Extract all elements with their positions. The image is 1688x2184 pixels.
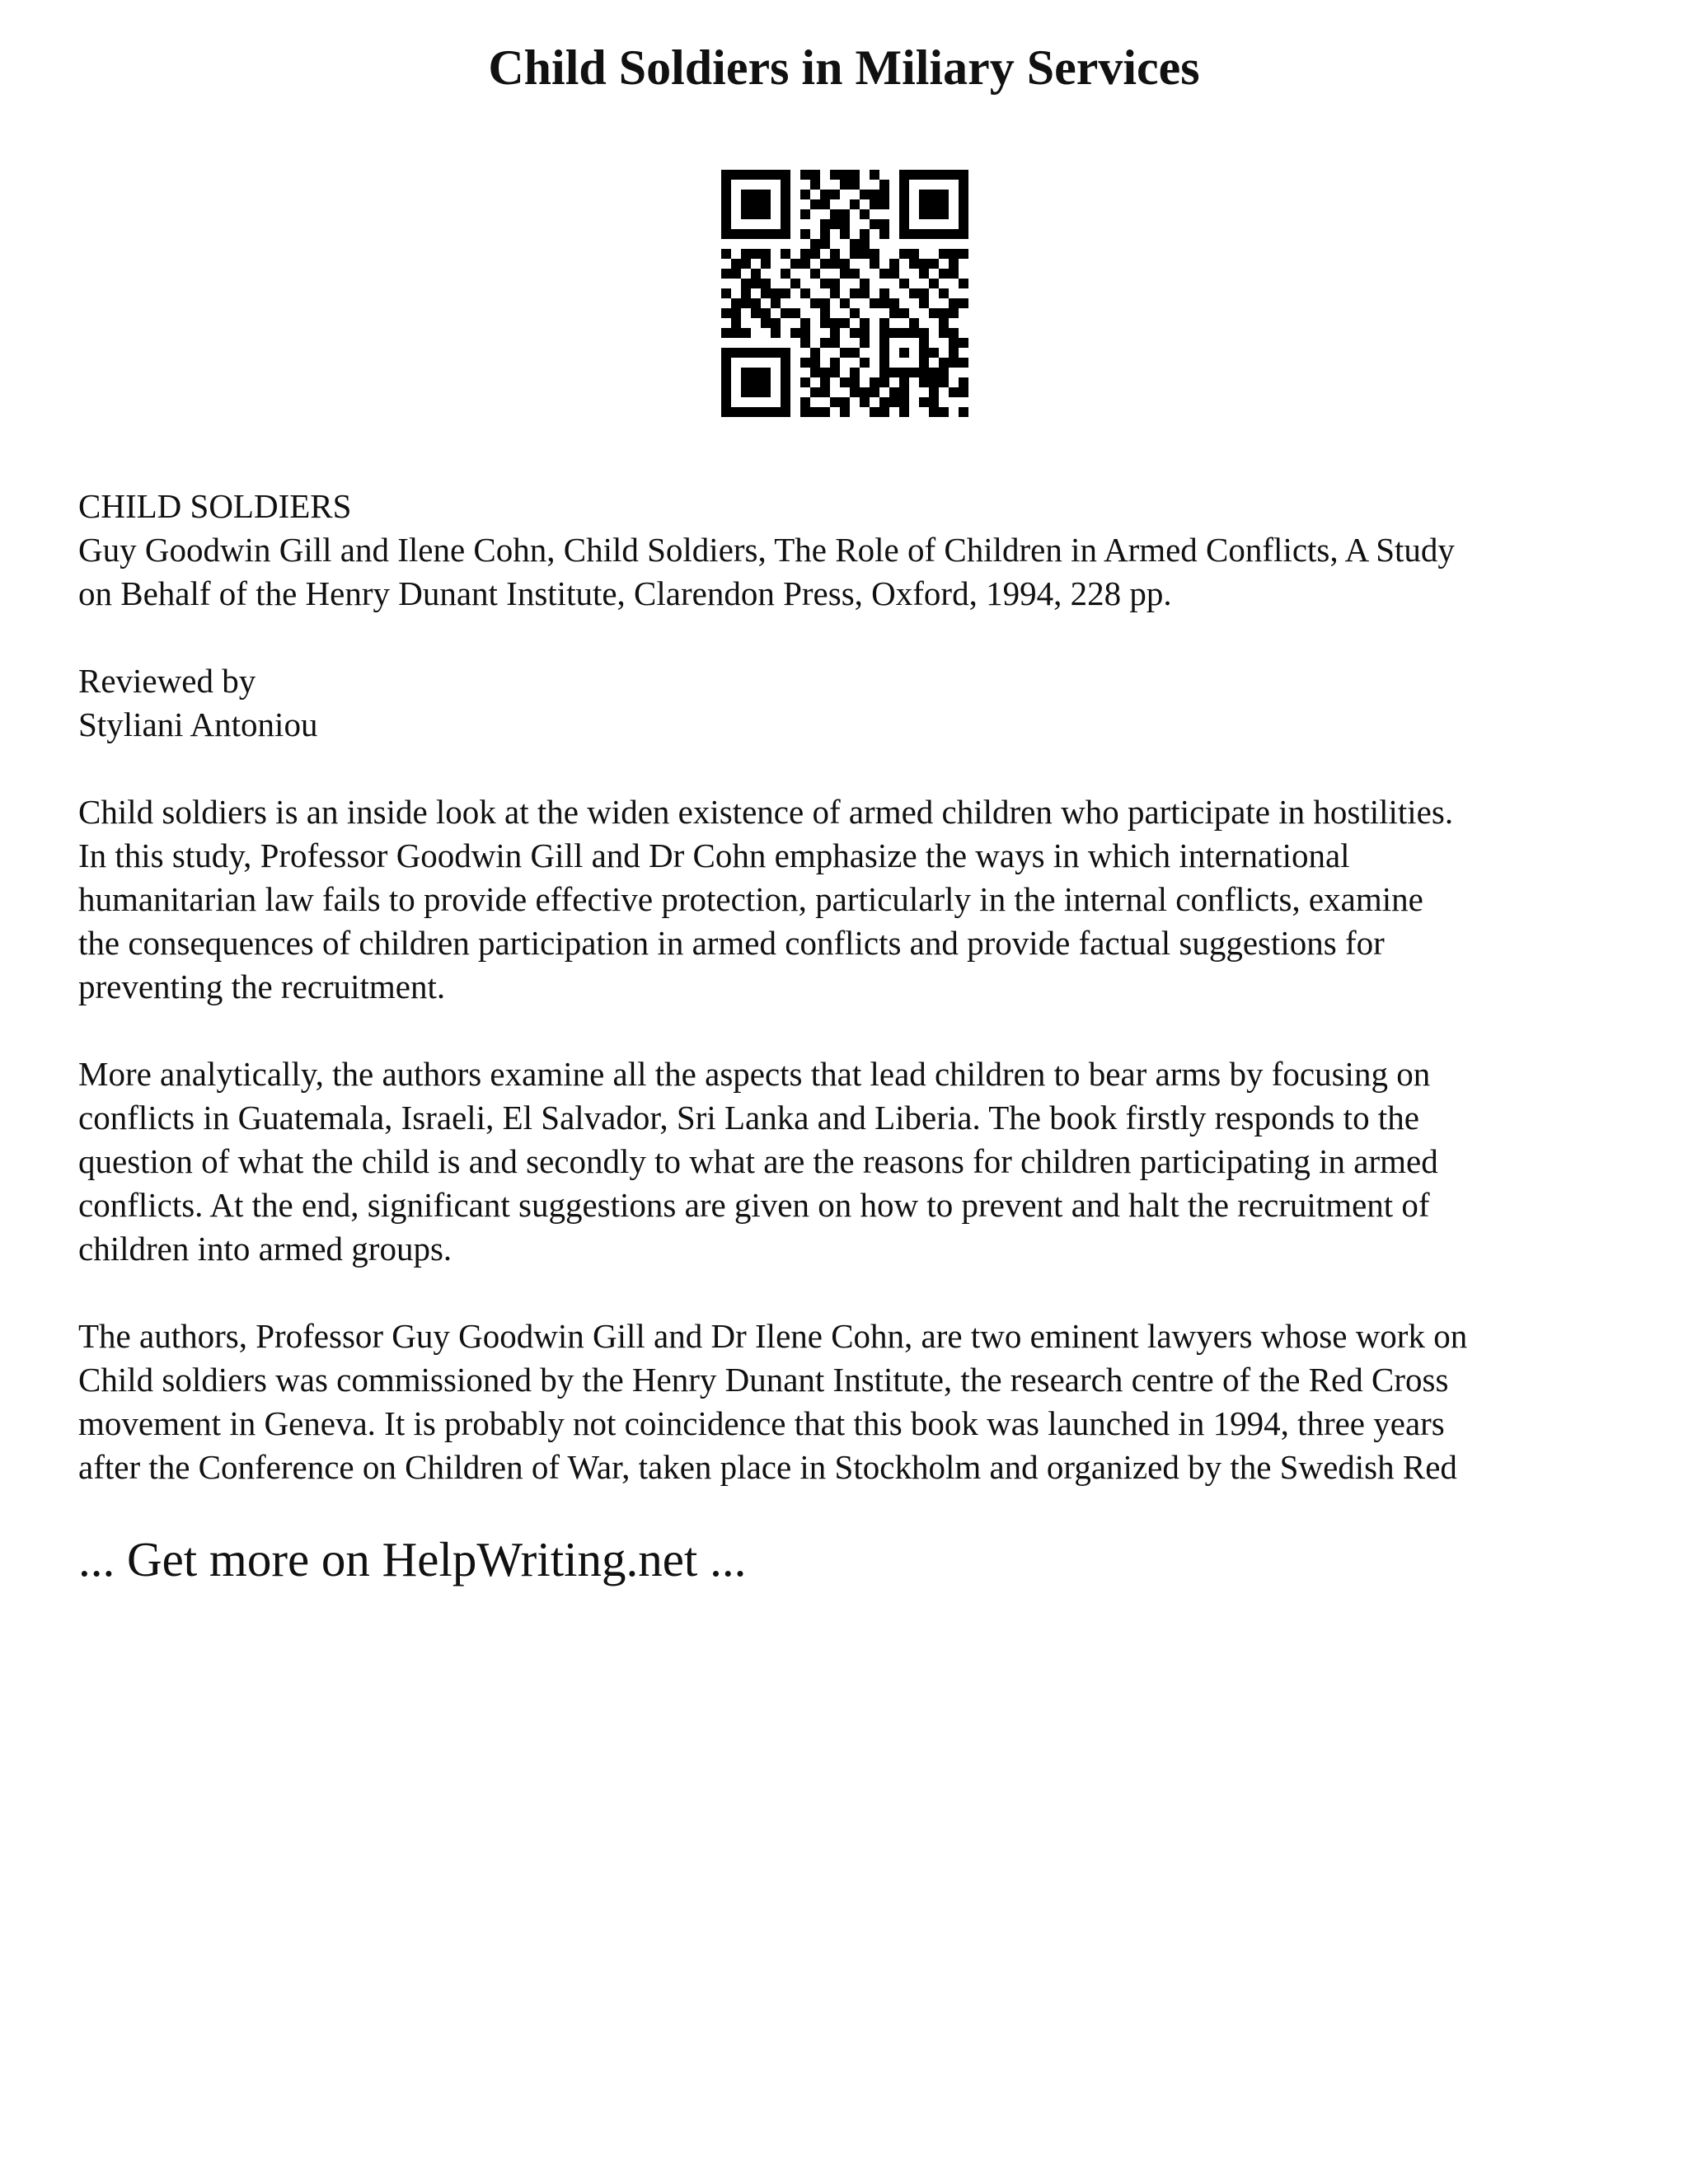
citation-line: on Behalf of the Henry Dunant Institute, Clarendon Press, Oxford, 1994, 228 pp. <box>78 574 1172 612</box>
paragraph-line: In this study, Professor Goodwin Gill and Dr Cohn emphasize the ways in which international <box>78 837 1350 874</box>
reviewer-name: Styliani Antoniou <box>78 705 318 743</box>
paragraph-line: children into armed groups. <box>78 1230 452 1268</box>
paragraph-line: after the Conference on Children of War, taken place in Stockholm and organized by the Swedish Red <box>78 1448 1457 1486</box>
paragraph-line: humanitarian law fails to provide effective protection, particularly in the internal conflicts, examine <box>78 880 1423 918</box>
paragraph <box>78 790 1628 1009</box>
citation-block <box>78 485 1628 616</box>
paragraph-line: conflicts. At the end, significant suggestions are given on how to prevent and halt the recruitment of <box>78 1186 1430 1224</box>
paragraph <box>78 1315 1628 1489</box>
reviewed-by-label: Reviewed by <box>78 662 256 700</box>
page-title: Child Soldiers in Miliary Services <box>488 40 1200 95</box>
get-more-link[interactable]: ... Get more on HelpWriting.net ... <box>78 1532 747 1586</box>
paragraph <box>78 1052 1628 1271</box>
reviewer-block <box>78 659 1628 747</box>
paragraph-line: movement in Geneva. It is probably not coincidence that this book was launched in 1994, three years <box>78 1404 1445 1442</box>
paragraph-line: question of what the child is and secondly to what are the reasons for children participating in armed <box>78 1142 1438 1180</box>
paragraph-line: conflicts in Guatemala, Israeli, El Salvador, Sri Lanka and Liberia. The book firstly responds to the <box>78 1099 1419 1137</box>
paragraph-line: Child soldiers was commissioned by the Henry Dunant Institute, the research centre of the Red Cross <box>78 1361 1449 1399</box>
paragraph-line: Child soldiers is an inside look at the widen existence of armed children who participate in hostilities. <box>78 793 1454 831</box>
citation-line: Guy Goodwin Gill and Ilene Cohn, Child Soldiers, The Role of Children in Armed Conflicts, A Study <box>78 531 1455 569</box>
paragraph-line: the consequences of children participation in armed conflicts and provide factual suggestions for <box>78 924 1385 962</box>
paragraph-line: preventing the recruitment. <box>78 968 446 1005</box>
paragraph-line: The authors, Professor Guy Goodwin Gill and Dr Ilene Cohn, are two eminent lawyers whose work on <box>78 1317 1468 1355</box>
paragraph-line: More analytically, the authors examine all the aspects that lead children to bear arms by focusing on <box>78 1055 1431 1093</box>
document-body <box>78 485 1628 1489</box>
qr-code-icon <box>721 170 968 417</box>
section-heading: CHILD SOLDIERS <box>78 487 352 525</box>
